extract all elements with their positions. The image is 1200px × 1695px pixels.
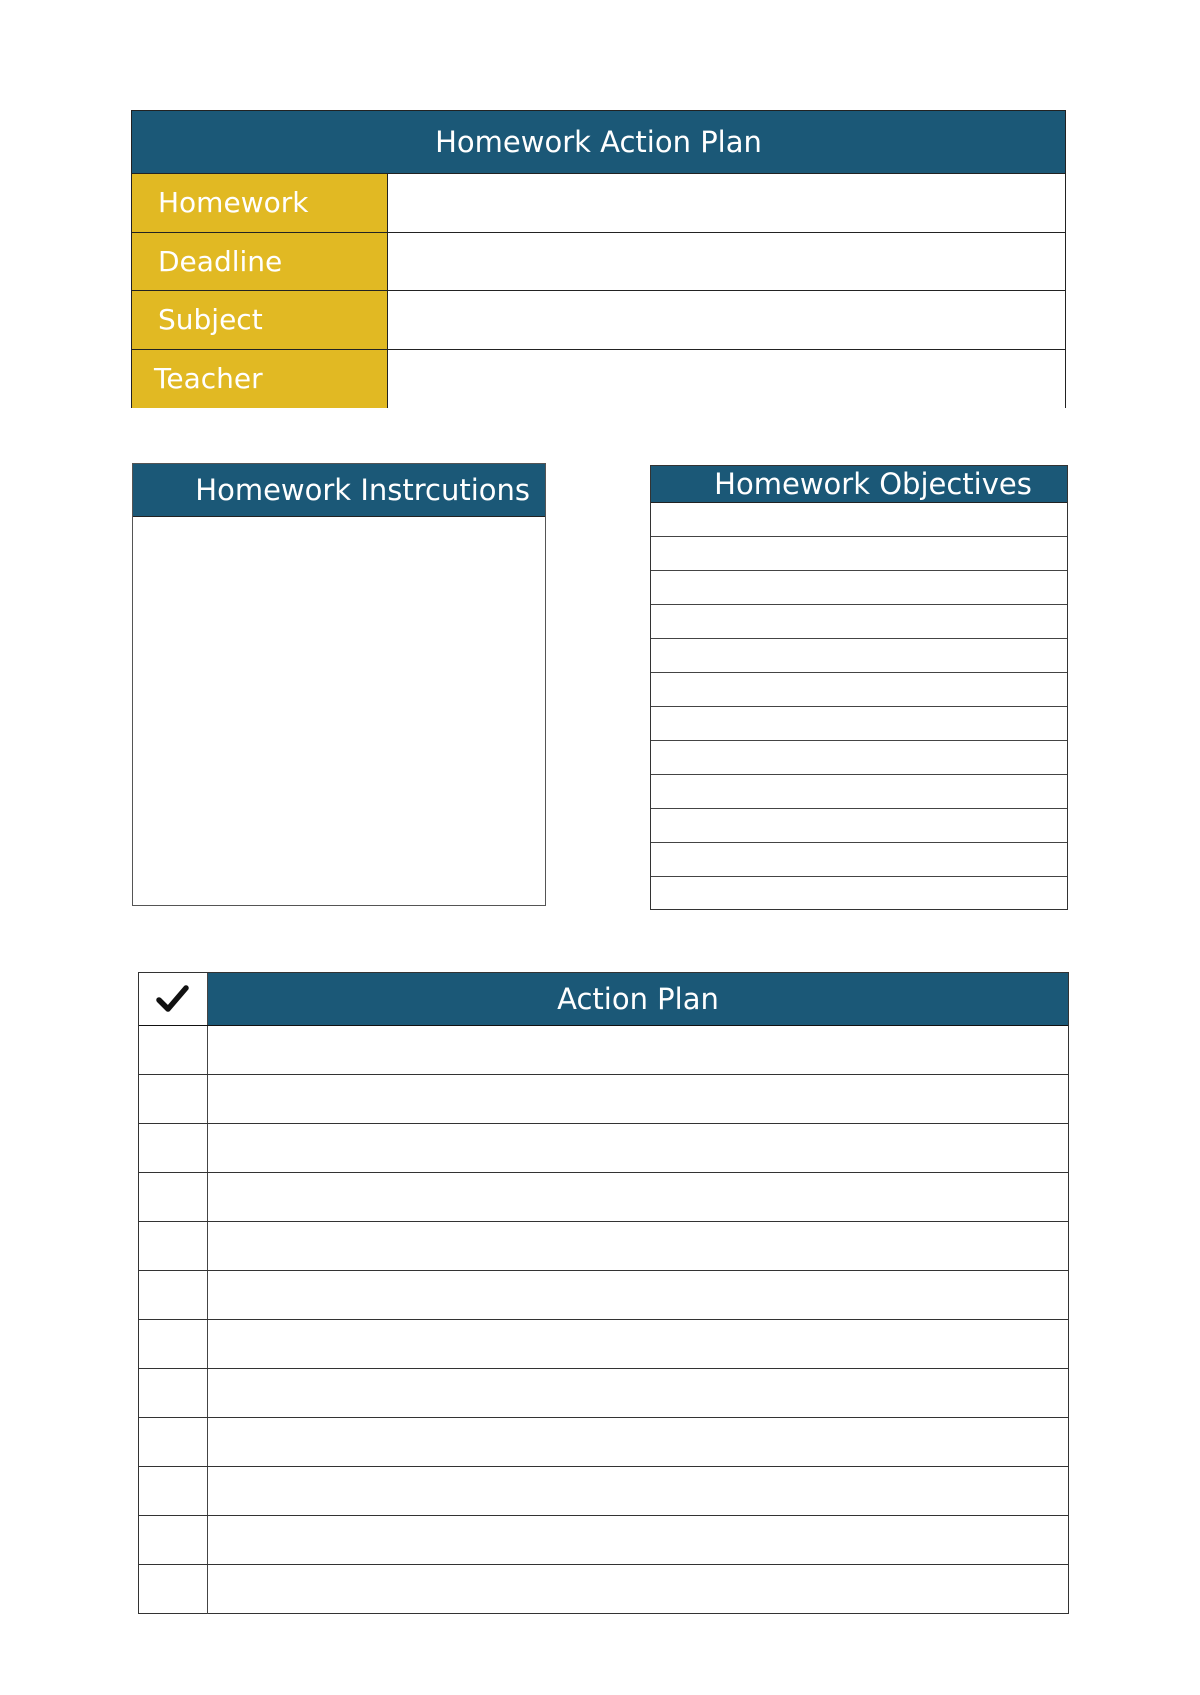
task-checkbox[interactable] bbox=[139, 1565, 208, 1614]
objective-line[interactable] bbox=[651, 707, 1067, 741]
task-checkbox[interactable] bbox=[139, 1320, 208, 1368]
table-row bbox=[139, 1516, 1068, 1565]
task-field[interactable] bbox=[208, 1124, 1068, 1172]
task-field[interactable] bbox=[208, 1516, 1068, 1564]
table-row bbox=[139, 1222, 1068, 1271]
table-row bbox=[139, 1418, 1068, 1467]
objective-line[interactable] bbox=[651, 877, 1067, 911]
objective-line[interactable] bbox=[651, 537, 1067, 571]
objective-line[interactable] bbox=[651, 571, 1067, 605]
objectives-box bbox=[650, 465, 1068, 910]
objective-line[interactable] bbox=[651, 605, 1067, 639]
task-field[interactable] bbox=[208, 1320, 1068, 1368]
task-checkbox[interactable] bbox=[139, 1418, 208, 1466]
table-row bbox=[139, 1369, 1068, 1418]
subject-field[interactable] bbox=[388, 291, 1065, 349]
table-row bbox=[139, 1026, 1068, 1075]
info-label-homework: Homework bbox=[132, 174, 388, 232]
table-row bbox=[139, 1320, 1068, 1369]
objective-line[interactable] bbox=[651, 673, 1067, 707]
action-plan-table bbox=[138, 972, 1069, 1614]
info-row-deadline bbox=[132, 233, 1065, 292]
task-checkbox[interactable] bbox=[139, 1173, 208, 1221]
task-checkbox[interactable] bbox=[139, 1271, 208, 1319]
task-checkbox[interactable] bbox=[139, 1222, 208, 1270]
task-field[interactable] bbox=[208, 1271, 1068, 1319]
task-field[interactable] bbox=[208, 1075, 1068, 1123]
task-checkbox[interactable] bbox=[139, 1516, 208, 1564]
instructions-title: Homework Instrcutions bbox=[133, 464, 545, 517]
task-field[interactable] bbox=[208, 1222, 1068, 1270]
objectives-title: Homework Objectives bbox=[651, 466, 1067, 503]
teacher-field[interactable] bbox=[388, 350, 1065, 409]
task-field[interactable] bbox=[208, 1565, 1068, 1614]
task-checkbox[interactable] bbox=[139, 1075, 208, 1123]
checkmark-icon bbox=[139, 973, 208, 1025]
task-field[interactable] bbox=[208, 1467, 1068, 1515]
task-checkbox[interactable] bbox=[139, 1467, 208, 1515]
deadline-field[interactable] bbox=[388, 233, 1065, 291]
info-label-subject: Subject bbox=[132, 291, 388, 349]
task-checkbox[interactable] bbox=[139, 1124, 208, 1172]
homework-field[interactable] bbox=[388, 174, 1065, 232]
instructions-box bbox=[132, 463, 546, 906]
info-label-deadline: Deadline bbox=[132, 233, 388, 291]
objective-line[interactable] bbox=[651, 843, 1067, 877]
info-row-teacher bbox=[132, 350, 1065, 409]
table-row bbox=[139, 1565, 1068, 1614]
action-plan-header bbox=[139, 973, 1068, 1026]
objective-line[interactable] bbox=[651, 639, 1067, 673]
task-field[interactable] bbox=[208, 1026, 1068, 1074]
objective-line[interactable] bbox=[651, 809, 1067, 843]
info-row-subject bbox=[132, 291, 1065, 350]
homework-info-table bbox=[131, 110, 1066, 408]
objective-line[interactable] bbox=[651, 503, 1067, 537]
table-row bbox=[139, 1467, 1068, 1516]
task-checkbox[interactable] bbox=[139, 1369, 208, 1417]
task-field[interactable] bbox=[208, 1418, 1068, 1466]
table-row bbox=[139, 1075, 1068, 1124]
info-table-title: Homework Action Plan bbox=[132, 111, 1065, 174]
task-field[interactable] bbox=[208, 1369, 1068, 1417]
info-label-teacher: Teacher bbox=[132, 350, 388, 409]
objective-line[interactable] bbox=[651, 775, 1067, 809]
table-row bbox=[139, 1271, 1068, 1320]
task-field[interactable] bbox=[208, 1173, 1068, 1221]
objective-line[interactable] bbox=[651, 741, 1067, 775]
instructions-field[interactable] bbox=[133, 517, 545, 905]
table-row bbox=[139, 1173, 1068, 1222]
action-plan-title: Action Plan bbox=[208, 973, 1068, 1025]
task-checkbox[interactable] bbox=[139, 1026, 208, 1074]
table-row bbox=[139, 1124, 1068, 1173]
info-row-homework bbox=[132, 174, 1065, 233]
